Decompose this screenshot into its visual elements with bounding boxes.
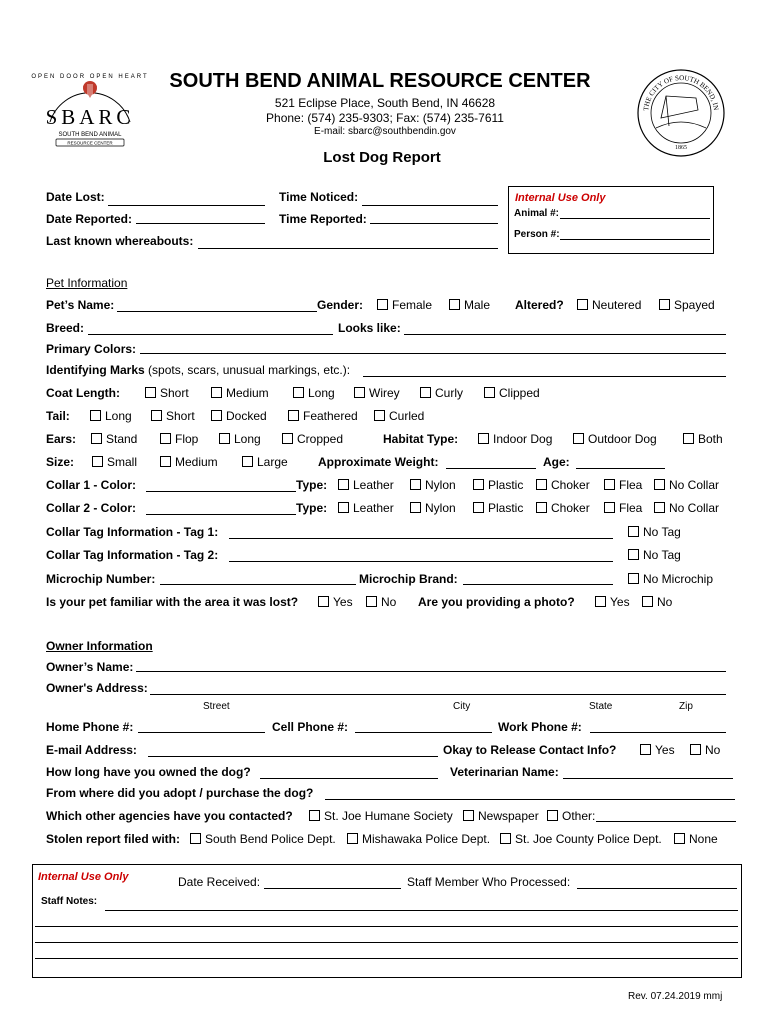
agency-newspaper-checkbox[interactable] — [463, 809, 539, 823]
stolen-mishawaka-label: Mishawaka Police Dept. — [362, 832, 491, 846]
no-microchip-checkbox[interactable] — [628, 572, 713, 586]
whereabouts-label: Last known whereabouts: — [46, 234, 194, 248]
collar2-leather-checkbox[interactable] — [338, 501, 394, 515]
email-label: E-mail Address: — [46, 743, 137, 757]
tag2-label: Collar Tag Information - Tag 2: — [46, 548, 219, 562]
familiar-yes-label: Yes — [333, 595, 353, 609]
coat-short-checkbox[interactable] — [145, 386, 189, 400]
collar2-color-field[interactable] — [146, 514, 296, 515]
coat-short-label: Short — [160, 386, 189, 400]
male-label: Male — [464, 298, 491, 312]
collar2-flea-checkbox[interactable] — [604, 501, 642, 515]
collar1-plastic-checkbox[interactable] — [473, 478, 523, 492]
agency-humane-label: St. Joe Humane Society — [324, 809, 453, 823]
tail-label: Tail: — [46, 409, 70, 423]
collar2-plastic-checkbox[interactable] — [473, 501, 523, 515]
date-reported-label: Date Reported: — [46, 212, 133, 226]
collar1-type-label: Type: — [296, 478, 328, 492]
internal-use-title-top: Internal Use Only — [515, 192, 606, 204]
logo-sub1: SOUTH BEND ANIMAL — [58, 132, 122, 138]
zip-caption: Zip — [679, 701, 693, 712]
size-large-checkbox[interactable] — [242, 455, 288, 469]
release-label: Okay to Release Contact Info? — [443, 743, 617, 757]
stolen-none-label: None — [689, 832, 718, 846]
tag1-field[interactable] — [229, 538, 613, 539]
date-reported-field[interactable] — [136, 223, 265, 224]
collar1-no-collar-label: No Collar — [669, 478, 720, 492]
cell-phone-label: Cell Phone #: — [272, 720, 349, 734]
looks-like-label: Looks like: — [338, 321, 401, 335]
habitat-indoor-checkbox[interactable] — [478, 432, 552, 446]
tail-feathered-label: Feathered — [303, 409, 358, 423]
weight-field[interactable] — [446, 468, 536, 469]
how-long-label: How long have you owned the dog? — [46, 765, 251, 779]
vet-field[interactable] — [563, 778, 733, 779]
collar1-color-field[interactable] — [146, 491, 296, 492]
org-title: SOUTH BEND ANIMAL RESOURCE CENTER — [169, 70, 591, 92]
no-microchip-label: No Microchip — [643, 572, 714, 586]
collar2-leather-label: Leather — [353, 501, 394, 515]
looks-like-field[interactable] — [404, 334, 726, 335]
date-lost-field[interactable] — [108, 205, 265, 206]
microchip-number-field[interactable] — [160, 584, 356, 585]
collar1-leather-label: Leather — [353, 478, 394, 492]
date-received-field[interactable] — [264, 888, 401, 889]
agency-other-field[interactable] — [596, 821, 736, 822]
pet-name-field[interactable] — [117, 311, 317, 312]
coat-wirey-checkbox[interactable] — [354, 386, 400, 400]
org-phone: Phone: (574) 235-9303; Fax: (574) 235-7611 — [266, 111, 504, 125]
collar2-type-label: Type: — [296, 501, 328, 515]
female-checkbox[interactable] — [377, 298, 432, 312]
habitat-outdoor-label: Outdoor Dog — [588, 432, 657, 446]
size-medium-label: Medium — [175, 455, 218, 469]
cell-phone-field[interactable] — [355, 732, 492, 733]
tail-docked-label: Docked — [226, 409, 267, 423]
ears-stand-label: Stand — [106, 432, 138, 446]
email-field[interactable] — [148, 756, 438, 757]
internal-use-box-bottom — [32, 864, 742, 978]
release-yes-label: Yes — [655, 743, 675, 757]
tag2-field[interactable] — [229, 561, 613, 562]
collar2-flea-label: Flea — [619, 501, 643, 515]
pet-info-heading: Pet Information — [46, 276, 128, 290]
altered-label: Altered? — [515, 298, 564, 312]
release-no-checkbox[interactable] — [690, 743, 720, 757]
coat-length-label: Coat Length: — [46, 386, 120, 400]
tag1-no-tag-label: No Tag — [643, 525, 681, 539]
ears-long-checkbox[interactable] — [219, 432, 261, 446]
breed-label: Breed: — [46, 321, 85, 335]
form-title: Lost Dog Report — [323, 149, 441, 166]
tail-curled-checkbox[interactable] — [374, 409, 424, 423]
collar1-flea-label: Flea — [619, 478, 643, 492]
collar2-no-collar-checkbox[interactable] — [654, 501, 719, 515]
home-phone-label: Home Phone #: — [46, 720, 134, 734]
state-caption: State — [589, 701, 613, 712]
adopt-label: From where did you adopt / purchase the dog? — [46, 786, 314, 800]
familiar-no-label: No — [381, 595, 397, 609]
staff-member-field[interactable] — [577, 888, 737, 889]
agency-humane-checkbox[interactable] — [309, 809, 453, 823]
collar1-nylon-label: Nylon — [425, 478, 456, 492]
primary-colors-field[interactable] — [140, 353, 726, 354]
release-yes-checkbox[interactable] — [640, 743, 675, 757]
familiar-label: Is your pet familiar with the area it was lost? — [46, 595, 299, 609]
age-label: Age: — [543, 455, 570, 469]
photo-yes-checkbox[interactable] — [595, 595, 630, 609]
city-caption: City — [453, 701, 471, 712]
habitat-indoor-label: Indoor Dog — [493, 432, 553, 446]
pet-name-label: Pet’s Name: — [46, 298, 115, 312]
tail-curled-label: Curled — [389, 409, 425, 423]
home-phone-field[interactable] — [138, 732, 265, 733]
tag2-no-tag-label: No Tag — [643, 548, 681, 562]
time-reported-field[interactable] — [370, 223, 498, 224]
staff-member-label: Staff Member Who Processed: — [407, 875, 571, 889]
tail-short-checkbox[interactable] — [151, 409, 195, 423]
collar1-no-collar-checkbox[interactable] — [654, 478, 719, 492]
staff-notes-label: Staff Notes: — [41, 896, 98, 907]
seal-year: 1865 — [675, 145, 687, 151]
spayed-label: Spayed — [674, 298, 715, 312]
whereabouts-field[interactable] — [198, 248, 498, 249]
male-checkbox[interactable] — [449, 298, 490, 312]
coat-wirey-label: Wirey — [369, 386, 400, 400]
date-received-label: Date Received: — [178, 875, 261, 889]
owner-name-field[interactable] — [136, 671, 726, 672]
owner-info-heading: Owner Information — [46, 639, 153, 653]
collar1-nylon-checkbox[interactable] — [410, 478, 456, 492]
identifying-marks-bold: Identifying Marks — [46, 363, 145, 377]
photo-label: Are you providing a photo? — [418, 595, 575, 609]
collar2-nylon-checkbox[interactable] — [410, 501, 456, 515]
stolen-sbpd-checkbox[interactable] — [190, 832, 336, 846]
street-caption: Street — [203, 701, 230, 712]
microchip-number-label: Microchip Number: — [46, 572, 156, 586]
agency-other-checkbox[interactable] — [547, 809, 595, 823]
work-phone-field[interactable] — [590, 732, 726, 733]
revision-text: Rev. 07.24.2019 mmj — [628, 991, 723, 1002]
size-label: Size: — [46, 455, 75, 469]
time-reported-label: Time Reported: — [279, 212, 367, 226]
habitat-both-label: Both — [698, 432, 723, 446]
seal-ring-text: THE CITY OF SOUTH BEND, IN — [642, 73, 720, 112]
size-medium-checkbox[interactable] — [160, 455, 218, 469]
habitat-outdoor-checkbox[interactable] — [573, 432, 657, 446]
size-large-label: Large — [257, 455, 288, 469]
animal-number-label: Animal #: — [514, 208, 560, 219]
agency-other-label: Other: — [562, 809, 596, 823]
time-noticed-label: Time Noticed: — [279, 190, 359, 204]
habitat-both-checkbox[interactable] — [683, 432, 723, 446]
collar2-nylon-label: Nylon — [425, 501, 456, 515]
stolen-sbpd-label: South Bend Police Dept. — [205, 832, 336, 846]
tail-short-label: Short — [166, 409, 195, 423]
neutered-checkbox[interactable] — [577, 298, 641, 312]
internal-use-title-bottom: Internal Use Only — [38, 871, 129, 883]
collar2-no-collar-label: No Collar — [669, 501, 720, 515]
coat-clipped-checkbox[interactable] — [484, 386, 540, 400]
tag1-no-tag-checkbox[interactable] — [628, 525, 681, 539]
ears-cropped-checkbox[interactable] — [282, 432, 343, 446]
spayed-checkbox[interactable] — [659, 298, 715, 312]
identifying-marks-field[interactable] — [363, 376, 726, 377]
photo-no-checkbox[interactable] — [642, 595, 672, 609]
coat-clipped-label: Clipped — [499, 386, 540, 400]
coat-curly-label: Curly — [435, 386, 464, 400]
time-noticed-field[interactable] — [362, 205, 498, 206]
gender-label: Gender: — [317, 298, 364, 312]
logo-ring-text: OPEN DOOR OPEN HEART — [31, 74, 149, 80]
adopt-field[interactable] — [325, 799, 735, 800]
size-small-checkbox[interactable] — [92, 455, 137, 469]
stolen-label: Stolen report filed with: — [46, 832, 180, 846]
agencies-label: Which other agencies have you contacted? — [46, 809, 293, 823]
ears-cropped-label: Cropped — [297, 432, 344, 446]
age-field[interactable] — [576, 468, 665, 469]
identifying-marks-label — [46, 363, 350, 377]
breed-field[interactable] — [88, 334, 333, 335]
collar1-choker-label: Choker — [551, 478, 590, 492]
size-small-label: Small — [107, 455, 138, 469]
stolen-stjoe-label: St. Joe County Police Dept. — [515, 832, 662, 846]
tag1-label: Collar Tag Information - Tag 1: — [46, 525, 219, 539]
owner-address-field[interactable] — [150, 694, 726, 695]
microchip-brand-label: Microchip Brand: — [359, 572, 458, 586]
ears-flop-label: Flop — [175, 432, 199, 446]
collar1-flea-checkbox[interactable] — [604, 478, 642, 492]
org-email: E-mail: sbarc@southbendin.gov — [314, 126, 456, 137]
staff-notes-line-3[interactable] — [35, 942, 738, 943]
tail-docked-checkbox[interactable] — [211, 409, 267, 423]
ears-flop-checkbox[interactable] — [160, 432, 198, 446]
org-address: 521 Eclipse Place, South Bend, IN 46628 — [274, 96, 496, 110]
date-lost-label: Date Lost: — [46, 190, 105, 204]
vet-label: Veterinarian Name: — [450, 765, 559, 779]
familiar-no-checkbox[interactable] — [366, 595, 396, 609]
ears-long-label: Long — [234, 432, 261, 446]
release-no-label: No — [705, 743, 721, 757]
coat-curly-checkbox[interactable] — [420, 386, 463, 400]
person-number-label: Person #: — [514, 229, 560, 240]
tag2-no-tag-checkbox[interactable] — [628, 548, 681, 562]
photo-no-label: No — [657, 595, 673, 609]
familiar-yes-checkbox[interactable] — [318, 595, 353, 609]
tail-long-checkbox[interactable] — [90, 409, 132, 423]
collar1-plastic-label: Plastic — [488, 478, 524, 492]
collar1-leather-checkbox[interactable] — [338, 478, 394, 492]
stolen-stjoe-checkbox[interactable] — [500, 832, 662, 846]
owner-address-label: Owner's Address: — [46, 681, 148, 695]
collar2-choker-label: Choker — [551, 501, 590, 515]
animal-number-field[interactable] — [560, 218, 710, 219]
ears-stand-checkbox[interactable] — [91, 432, 137, 446]
collar2-choker-checkbox[interactable] — [536, 501, 590, 515]
primary-colors-label: Primary Colors: — [46, 342, 137, 356]
stolen-none-checkbox[interactable] — [674, 832, 718, 846]
neutered-label: Neutered — [592, 298, 642, 312]
tail-feathered-checkbox[interactable] — [288, 409, 358, 423]
identifying-marks-rest: (spots, scars, unusual markings, etc.): — [144, 363, 351, 377]
ears-label: Ears: — [46, 432, 77, 446]
agency-newspaper-label: Newspaper — [478, 809, 539, 823]
photo-yes-label: Yes — [610, 595, 630, 609]
female-label: Female — [392, 298, 433, 312]
how-long-field[interactable] — [260, 778, 438, 779]
collar1-label: Collar 1 - Color: — [46, 478, 137, 492]
logo-name: SBARC — [45, 105, 135, 129]
work-phone-label: Work Phone #: — [498, 720, 582, 734]
coat-medium-label: Medium — [226, 386, 269, 400]
coat-long-checkbox[interactable] — [293, 386, 335, 400]
coat-medium-checkbox[interactable] — [211, 386, 269, 400]
staff-notes-line-1[interactable] — [105, 910, 738, 911]
logo-sub2: RESOURCE CENTER — [67, 140, 113, 146]
staff-notes-line-4[interactable] — [35, 958, 738, 959]
owner-name-label: Owner’s Name: — [46, 660, 134, 674]
person-number-field[interactable] — [560, 239, 710, 240]
coat-long-label: Long — [308, 386, 335, 400]
collar1-choker-checkbox[interactable] — [536, 478, 590, 492]
habitat-label: Habitat Type: — [383, 432, 459, 446]
stolen-mishawaka-checkbox[interactable] — [347, 832, 490, 846]
microchip-brand-field[interactable] — [463, 584, 613, 585]
collar2-plastic-label: Plastic — [488, 501, 524, 515]
weight-label: Approximate Weight: — [318, 455, 439, 469]
tail-long-label: Long — [105, 409, 132, 423]
collar2-label: Collar 2 - Color: — [46, 501, 137, 515]
staff-notes-line-2[interactable] — [35, 926, 738, 927]
